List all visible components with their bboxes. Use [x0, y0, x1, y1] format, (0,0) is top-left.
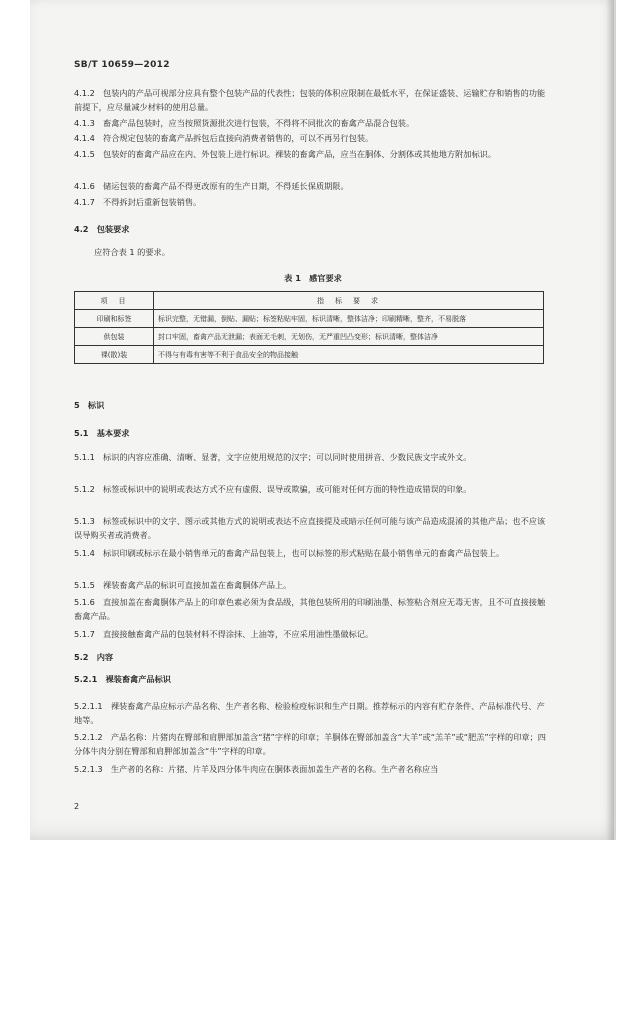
- section-5-2-title: 5.2 内容: [74, 652, 114, 662]
- section-5-title: 5 标识: [74, 400, 105, 410]
- section-5-2-1-title: 5.2.1 裸装畜禽产品标识: [74, 674, 171, 684]
- page-edge-shadow: [606, 0, 616, 840]
- clause-4-1-5: 4.1.5 包装好的畜禽产品应在内、外包装上进行标识。裸装的畜禽产品，应当在胴体、分割体或其他地方附加标识。: [74, 149, 497, 159]
- section-4-2-body: 应符合表 1 的要求。: [94, 247, 170, 257]
- clause-5-2-1-3: 5.2.1.3 生产者的名称：片猪、片羊及四分体牛肉应在胴体表面加盖生产者的名称。生产者名称应当: [74, 764, 439, 774]
- clause-5-1-4: 5.1.4 标识印刷或标示在最小销售单元的畜禽产品包装上，也可以标签的形式粘贴在最小销售单元的畜禽产品包装上。: [74, 548, 505, 558]
- sensory-requirements-table: [74, 291, 544, 364]
- clause-5-1-3: 5.1.3 标签或标识中的文字、图示或其他方式的说明或表达不应直接提及或暗示任何可能与该产品造成混淆的其他产品；也不应该误导购买者或消费者。: [74, 516, 546, 540]
- table-cell-requirement: 封口牢固，畜禽产品无泄漏；表面无毛刺，无划伤，无严重凹凸变形；标识清晰，整体洁净: [154, 328, 544, 346]
- clause-5-2-1-1: 5.2.1.1 裸装畜禽产品应标示产品名称、生产者名称、检验检疫标识和生产日期。推荐标示的内容有贮存条件、产品标准代号、产地等。: [74, 701, 545, 725]
- page-number: 2: [74, 802, 80, 811]
- table-1-caption: 表 1 感官要求: [284, 273, 342, 283]
- clause-5-1-7: 5.1.7 直接接触畜禽产品的包装材料不得涂抹、上油等，不应采用油性墨做标记。: [74, 629, 374, 639]
- table-row: [75, 346, 544, 364]
- section-4-2-title: 4.2 包装要求: [74, 224, 130, 234]
- table-cell-item: 供包装: [75, 328, 154, 346]
- table-cell-item: 裸(散)装: [75, 346, 154, 364]
- clause-4-1-4: 4.1.4 符合规定包装的畜禽产品拆包后直接向消费者销售的，可以不再另行包装。: [74, 133, 374, 143]
- clause-4-1-3: 4.1.3 畜禽产品包装时，应当按照货源批次进行包装，不得将不同批次的畜禽产品混合包装。: [74, 118, 415, 128]
- table-header-row: [75, 292, 544, 310]
- table-row: [75, 310, 544, 328]
- table-row: [75, 328, 544, 346]
- clause-4-1-7: 4.1.7 不得拆封后重新包装销售。: [74, 197, 202, 207]
- table-header-item: 项 目: [75, 292, 154, 310]
- clause-5-1-6: 5.1.6 直接加盖在畜禽胴体产品上的印章色素必须为食品级，其他包装所用的印刷油墨、标签粘合剂应无毒无害，且不可直接接触畜禽产品。: [74, 597, 546, 621]
- table-cell-requirement: 标识完整，无错漏，倒贴、漏贴；标签粘贴牢固，标识清晰，整体洁净；印刷精晰，整齐，不易脱落: [154, 310, 544, 328]
- table-header-requirement: 指 标 要 求: [154, 292, 544, 310]
- clause-4-1-6: 4.1.6 储运包装的畜禽产品不得更改原有的生产日期，不得延长保质期限。: [74, 181, 349, 191]
- clause-5-1-2: 5.1.2 标签或标识中的说明或表达方式不应有虚假、误导或欺骗，或可能对任何方面的特性造成错误的印象。: [74, 484, 472, 494]
- section-5-1-title: 5.1 基本要求: [74, 428, 130, 438]
- clause-5-1-5: 5.1.5 裸装畜禽产品的标识可直接加盖在畜禽胴体产品上。: [74, 580, 292, 590]
- clause-5-2-1-2: 5.2.1.2 产品名称：片猪肉在臀部和肩胛部加盖含“猪”字样的印章；羊胴体在臀部加盖含“大羊”或“羔羊”或“肥羔”字样的印章；四分体牛肉分别在臀部和肩胛部加盖含“牛”字样的印章。: [74, 732, 546, 756]
- table-cell-requirement: 不得与有毒有害等不利于食品安全的物品接触: [154, 346, 544, 364]
- clause-4-1-2: 4.1.2 包装内的产品可视部分应具有整个包装产品的代表性；包装的体积应限制在最低水平，在保证盛装、运输贮存和销售的功能前提下，应尽量减少材料的使用总量。: [74, 88, 546, 112]
- clause-5-1-1: 5.1.1 标识的内容应准确、清晰、显著，文字应使用规范的汉字；可以同时使用拼音、少数民族文字或外文。: [74, 452, 472, 462]
- standard-header: SB/T 10659—2012: [74, 60, 170, 70]
- table-cell-item: 印刷和标签: [75, 310, 154, 328]
